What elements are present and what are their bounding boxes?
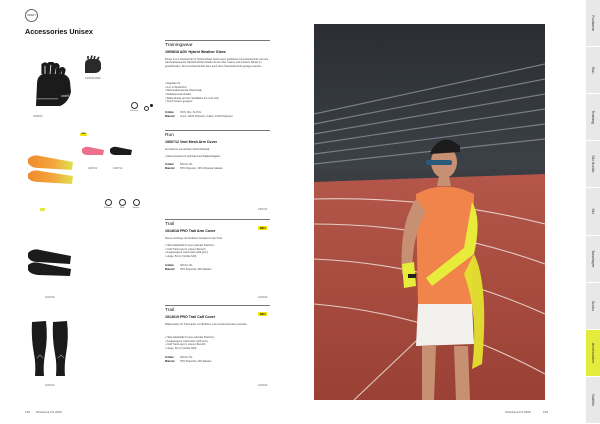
product-image-arm-cover-black: [108, 144, 134, 160]
tab-outlets[interactable]: Outlets: [586, 377, 600, 424]
product-category: Trail: [165, 222, 175, 227]
product-image-glove: [28, 62, 78, 112]
page-number: 130: [25, 410, 31, 414]
pictogram-wind: Wind: [116, 199, 128, 209]
tab-ski-nordic[interactable]: Ski Nordic: [586, 141, 600, 188]
spec-sizes: Größen S/M & L/XL: [165, 356, 193, 359]
feature-list: [165, 336, 270, 351]
product-code: 1905818 9999: [85, 77, 101, 80]
tab-socks[interactable]: Socks: [586, 283, 600, 330]
spec-material: Material 87% Polyester, 13% Polyester Elastan: [165, 167, 223, 170]
feature-item: • Hohe Elastizität für eine optimale Passform: [165, 244, 270, 248]
product-name: 1914619 PRO Trail Calf Cover: [165, 315, 216, 319]
product-name: 1906712 Vent Mesh Arm Cover: [165, 140, 218, 144]
product-name: 1914618 PRO Trail Arm Cover: [165, 229, 216, 233]
catalog-title: Workbook FS 2025: [505, 410, 531, 414]
feature-item: • Craft Trail-Logo im unteren Bereich: [165, 248, 270, 252]
section-divider: [165, 305, 270, 306]
feature-item: • Ausgewogene Grammatur (229 g/m²): [165, 251, 270, 255]
page-number: 129: [543, 410, 549, 414]
section-divider: [165, 40, 270, 41]
pictogram-warmth: Warmth: [130, 199, 142, 209]
product-image-trail-arm-cover: [25, 244, 75, 278]
page-ref: 1914618: [258, 296, 268, 299]
page-ref: 1906712: [258, 208, 268, 211]
new-badge: NEU: [81, 133, 86, 136]
feature-list: [165, 155, 270, 159]
product-code: 1914619: [45, 384, 55, 387]
product-image-arm-cover-pink: [80, 144, 106, 160]
tab-run[interactable]: Run: [586, 47, 600, 94]
feature-item: • Craft Trail-Logo im unteren Bereich: [165, 343, 270, 347]
product-description: Sleeve-Armlinge mit flexiblem Gewebe für den Trail.: [165, 237, 223, 240]
product-image-arm-cover-orange: [25, 148, 80, 188]
feature-item: • Reguläre Fit: [165, 82, 270, 86]
product-description: Armwärmer aus leichtem Mesh-Material.: [165, 148, 210, 151]
tab-baselayer[interactable]: Baselayer: [586, 236, 600, 283]
spec-sizes: Größen XS/S, M/L, XL/XXL: [165, 111, 202, 114]
feature-item: • Wasserabweisende Oberschale: [165, 89, 270, 93]
feature-item: • Hohe Elastizität für eine optimale Passform: [165, 336, 270, 340]
feature-item: • Länge: 36 cm (Größe S/M): [165, 347, 270, 351]
pictogram-reflective: Reflective: [128, 102, 140, 112]
category-tabs: [586, 0, 600, 424]
spec-material: Material Innen: 100% Polyester; Außen: 100% Polyester: [165, 115, 233, 118]
color-swatches: [40, 208, 45, 211]
feature-item: • Ausgewogene Grammatur (229 g/m²): [165, 340, 270, 344]
tab-training[interactable]: Training: [586, 94, 600, 141]
spec-material: Material 78% Polyamid, 22% Elastan: [165, 360, 212, 363]
feature-item: • Reflektierende Details: [165, 93, 270, 97]
page-ref: 1914619: [258, 384, 268, 387]
product-name: 1905818 ADV Hybrid Weather Glove: [165, 50, 226, 54]
product-code: 1914618: [45, 296, 55, 299]
feature-item: • Touch-Screen-geeignet: [165, 100, 270, 104]
feature-item: • 2-in-1-Handschuh: [165, 86, 270, 90]
spec-sizes: Größen S/M & L/XL: [165, 264, 193, 267]
product-code: 1905818: [33, 115, 43, 118]
product-category: Trainingwear: [165, 43, 193, 48]
feature-item: • Silikondrucke auf der Handfläche für mehr Grip: [165, 97, 270, 101]
tab-ski[interactable]: Ski: [586, 188, 600, 235]
pictogram-wind: [140, 106, 152, 112]
page-title: Accessories Unisex: [25, 27, 93, 36]
spec-material: Material 78% Polyamid, 22% Elastan: [165, 268, 212, 271]
brand-logo: CRAFT: [25, 9, 38, 22]
spec-sizes: Größen S/M & L/XL: [165, 163, 193, 166]
catalog-title: Workbook FS 2025: [36, 410, 62, 414]
feature-item: • Mesh-Gewebe für optimale Feuchtigkeitsabgabe: [165, 155, 270, 159]
product-description: Dieser 2-in-1-Handschuh für Hybrid-Wetter bietet einen gefütterten Innenhandschuh und eine wasserabweisende Handschuhoberschale mit dem Ziel, warme und trockene Hände zu gewährleisten. Der Innenhandschuh kann auch ohne Überhandschuh getragen werden.: [165, 58, 269, 68]
svg-text:craft: craft: [61, 94, 69, 98]
feature-list: [165, 82, 270, 104]
tab-footwear[interactable]: Footwear: [586, 0, 600, 47]
feature-item: • Länge: 52 cm (Größe S/M): [165, 255, 270, 259]
feature-list: [165, 244, 270, 259]
new-badge: NEU: [260, 226, 266, 230]
tab-accessories[interactable]: Accessories: [586, 330, 600, 377]
pictogram-reflective: Reflective: [102, 199, 114, 209]
product-code: 1906712: [88, 167, 98, 170]
product-category: Run: [165, 133, 174, 138]
product-code: 1906712: [113, 167, 123, 170]
athlete-track-photo: [314, 24, 545, 400]
product-category: Trail: [165, 308, 175, 313]
product-image-glove-inner: [82, 55, 104, 75]
product-image-calf-cover: [28, 318, 74, 380]
section-divider: [165, 130, 270, 131]
product-description: Wadenstulpe für Trail-Läufer mit flexiblem und komprimierendem Gewebe.: [165, 323, 248, 326]
section-divider: [165, 219, 270, 220]
new-badge: NEU: [260, 312, 266, 316]
